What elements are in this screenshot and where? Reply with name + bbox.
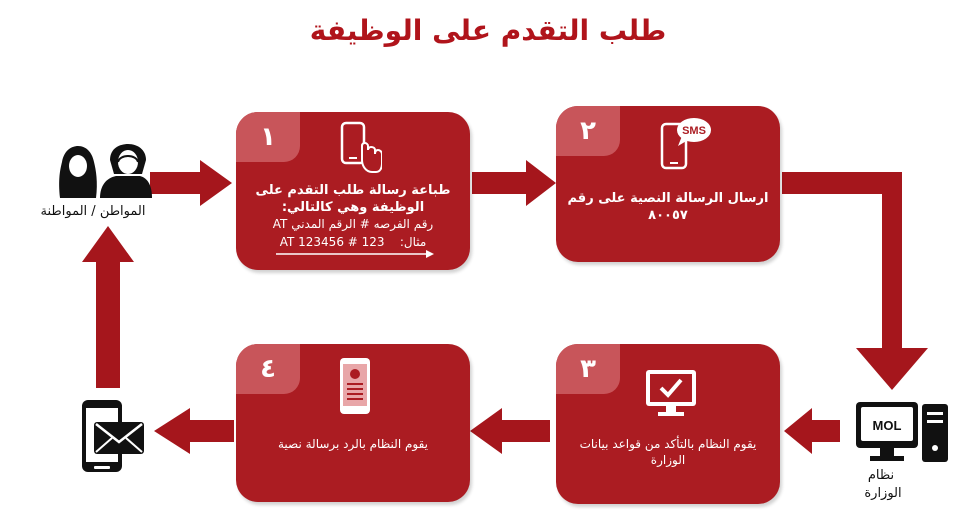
citizen-node (28, 140, 158, 225)
citizens-icon (42, 140, 152, 200)
arrow-mobile-to-citizen (82, 226, 134, 388)
step1-format-line: رقم الفرصه # الرقم المدني AT (272, 217, 434, 231)
arrow-step4-to-mobile (154, 408, 234, 454)
step-card-3 (556, 344, 780, 504)
step-card-4 (236, 344, 470, 502)
monitor-check-icon (644, 368, 698, 418)
step3-text-line1: يقوم النظام بالتأكد من قواعد بيانات (579, 437, 757, 451)
system-label-line2: الوزارة (864, 486, 902, 501)
arrow-step3-to-step4 (470, 408, 550, 454)
example-underline-arrow (276, 250, 436, 258)
step3-text-line2: الوزارة (650, 453, 686, 467)
citizen-label: المواطن / المواطنة (40, 204, 146, 219)
step1-example-label: مثال: (399, 235, 427, 249)
step2-heading-line1: ارسال الرسالة النصية على رقم (567, 191, 769, 206)
arrow-step1-to-step2 (472, 160, 556, 206)
step-number-3: ٣ (556, 344, 620, 394)
step2-heading-line2: ٨٠٠٥٧ (648, 208, 688, 223)
step1-example-row (244, 234, 462, 250)
step-number-4: ٤ (236, 344, 300, 394)
arrow-citizen-to-step1 (150, 160, 232, 206)
mobile-message-icon (80, 396, 150, 476)
server-computer-icon (852, 398, 952, 464)
step-card-1 (236, 112, 470, 270)
page-title: طلب التقدم على الوظيفة (309, 14, 667, 47)
phone-touch-icon (336, 120, 382, 178)
ministry-system-node (852, 398, 962, 514)
arrow-server-to-step3 (784, 408, 840, 454)
step1-example-value: AT 123456 # 123 (279, 235, 385, 249)
step1-heading-line1: طباعة رسالة طلب التقدم على (255, 183, 451, 198)
step4-text-line1: يقوم النظام بالرد برسالة نصية (277, 437, 429, 451)
step-card-2 (556, 106, 780, 262)
step-number-1: ١ (236, 112, 300, 162)
sms-phone-icon (656, 114, 712, 176)
step-number-2: ٢ (556, 106, 620, 156)
server-text: MOL (872, 418, 902, 433)
phone-profile-icon (338, 356, 372, 416)
arrow-step2-to-server (782, 172, 928, 390)
step1-heading-line2: الوظيفة وهي كالتالي: (281, 200, 425, 215)
sms-text: SMS (682, 125, 706, 137)
system-label-line1: نظام (867, 468, 895, 483)
